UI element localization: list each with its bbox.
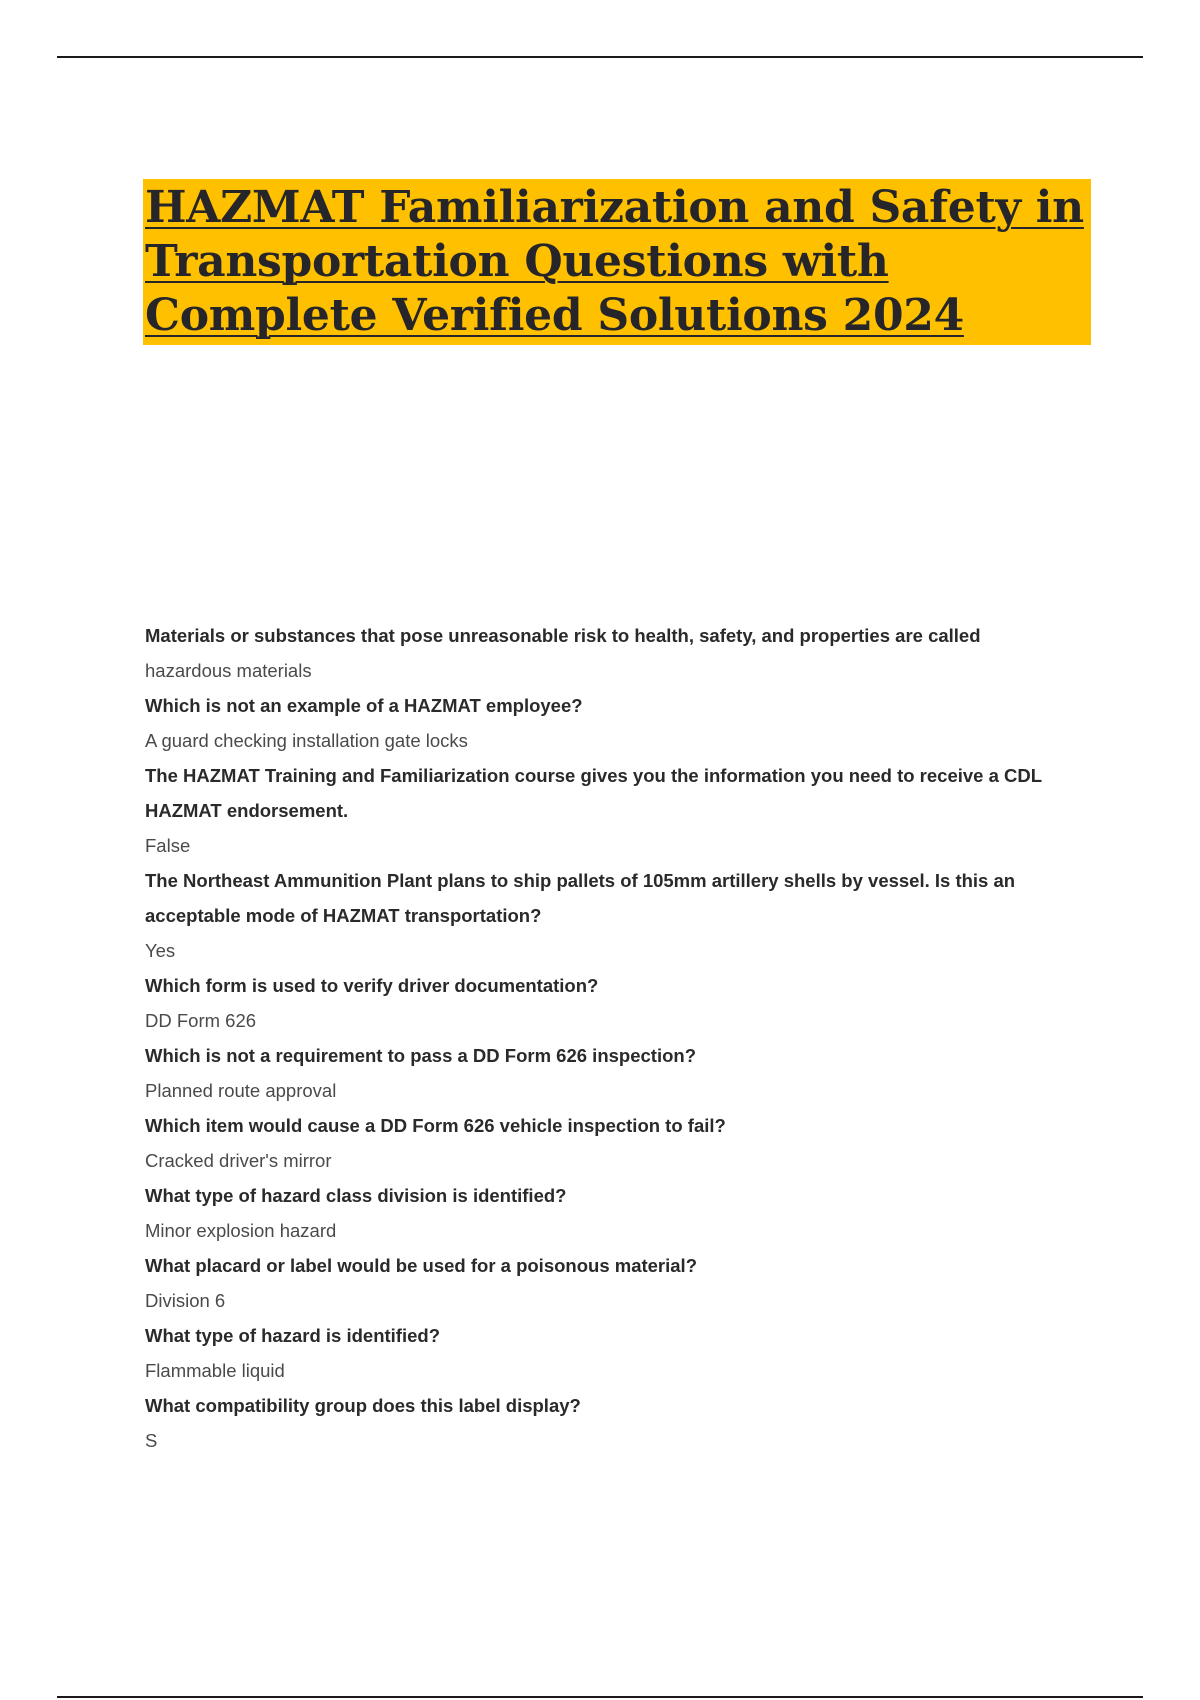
qa-item — [145, 1248, 1095, 1318]
answer-text: A guard checking installation gate locks — [145, 730, 468, 751]
answer-text: Flammable liquid — [145, 1360, 285, 1381]
question-text: Which is not a requirement to pass a DD Form 626 inspection? — [145, 1045, 696, 1066]
question-text: Which is not an example of a HAZMAT employee? — [145, 695, 583, 716]
answer-text: S — [145, 1430, 158, 1451]
qa-item — [145, 618, 1095, 688]
answer-text: Division 6 — [145, 1290, 226, 1311]
answer-text: False — [145, 835, 191, 856]
question-text: Which item would cause a DD Form 626 vehicle inspection to fail? — [145, 1115, 726, 1136]
qa-item — [145, 1178, 1095, 1248]
header-rule — [57, 56, 1143, 58]
answer-text: hazardous materials — [145, 660, 312, 681]
qa-item — [145, 1318, 1095, 1388]
qa-item — [145, 688, 1095, 758]
question-text: What placard or label would be used for a poisonous material? — [145, 1255, 698, 1276]
answer-text: Planned route approval — [145, 1080, 337, 1101]
qa-item — [145, 968, 1095, 1038]
qa-item — [145, 1108, 1095, 1178]
answer-text: Yes — [145, 940, 176, 961]
qa-item — [145, 1388, 1095, 1458]
question-text: Which form is used to verify driver documentation? — [145, 975, 599, 996]
qa-list — [145, 618, 1095, 1458]
question-text: Materials or substances that pose unreasonable risk to health, safety, and properties are called — [145, 625, 981, 646]
answer-text: Minor explosion hazard — [145, 1220, 337, 1241]
question-text: The HAZMAT Training and Familiarization course gives you the information you need to receive a CDL HAZMAT endorsement. — [145, 765, 1042, 821]
question-text: What compatibility group does this label display? — [145, 1395, 581, 1416]
qa-item — [145, 863, 1095, 968]
question-text: The Northeast Ammunition Plant plans to ship pallets of 105mm artillery shells by vessel. Is this an acceptable mode of HAZMAT transportation? — [145, 870, 1016, 926]
qa-item — [145, 758, 1095, 863]
qa-item — [145, 1038, 1095, 1108]
question-text: What type of hazard is identified? — [145, 1325, 440, 1346]
question-text: What type of hazard class division is identified? — [145, 1185, 567, 1206]
answer-text: DD Form 626 — [145, 1010, 257, 1031]
answer-text: Cracked driver's mirror — [145, 1150, 332, 1171]
footer-rule — [57, 1696, 1143, 1698]
document-title: HAZMAT Familiarization and Safety in Transportation Questions with Complete Verified Solutions 2024 — [145, 182, 1084, 341]
title-highlight — [143, 179, 1091, 345]
